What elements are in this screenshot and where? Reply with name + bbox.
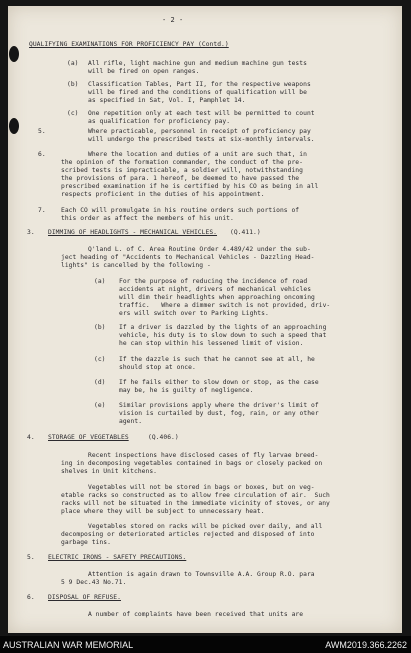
para-line: lights" is cancelled by the following -: [61, 262, 211, 269]
document-page: [8, 6, 402, 633]
para-line: this order as affect the members of his unit.: [61, 215, 234, 222]
section-heading: ELECTRIC IRONS - SAFETY PRECAUTIONS.: [48, 554, 187, 561]
punch-hole: [9, 46, 19, 62]
item-line: vision is curtailed by dust, fog, rain, or any other: [119, 410, 319, 417]
item-line: accidents at night, drivers of mechanical vehicles: [119, 286, 312, 293]
item-line: If he fails either to slow down or stop, as the case: [119, 379, 319, 386]
footer-reference-id: AWM2019.366.2262: [325, 640, 407, 650]
para-line: Q'land L. of C. Area Routine Order 4.489/42 under the sub-: [88, 246, 311, 253]
para-line: Where the location and duties of a unit are such that, in: [88, 151, 307, 158]
item-line: For the purpose of reducing the incidence of road: [119, 278, 308, 285]
item-mark: (a): [94, 278, 106, 285]
section-heading: QUALIFYING EXAMINATIONS FOR PROFICIENCY PAY (Contd.): [29, 41, 229, 48]
para-number: 6.: [38, 151, 46, 158]
item-line: may be, he is guilty of negligence.: [119, 387, 254, 394]
item-mark: (a): [67, 60, 79, 67]
para-number: 5.: [38, 128, 46, 135]
section-number: 4.: [27, 434, 35, 441]
footer-archive-name: AUSTRALIAN WAR MEMORIAL: [3, 640, 134, 650]
para-line: 5 9 Dec.43 No.71.: [61, 579, 127, 586]
item-line: as qualification for proficiency pay.: [88, 118, 231, 125]
section-number: 3.: [27, 229, 35, 236]
para-line: prescribed examination if he is certified by his CO as being in all: [61, 183, 319, 190]
para-line: Vegetables stored on racks will be picked over daily, and all: [88, 523, 323, 530]
item-line: One repetition only at each test will be permitted to count: [88, 110, 315, 117]
item-line: If a driver is dazzled by the lights of an approaching: [119, 324, 327, 331]
item-line: Similar provisions apply where the driver's limit of: [119, 402, 319, 409]
item-line: he can stop within his lessened limit of vision.: [119, 340, 304, 347]
para-line: Attention is again drawn to Townsville A.A. Group R.O. para: [88, 571, 315, 578]
archive-footer: [0, 636, 411, 653]
item-mark: (c): [94, 356, 106, 363]
para-line: ject heading of "Accidents to Mechanical Vehicles - Dazzling Head-: [61, 254, 315, 261]
item-mark: (b): [67, 81, 79, 88]
section-number: 6.: [27, 594, 35, 601]
para-line: Where practicable, personnel in receipt of proficiency pay: [88, 128, 311, 135]
item-line: ers will switch over to Parking Lights.: [119, 310, 269, 317]
section-heading: DISPOSAL OF REFUSE.: [48, 594, 121, 601]
section-ref: (Q.411.): [230, 229, 261, 236]
punch-hole: [9, 118, 19, 134]
item-mark: (d): [94, 379, 106, 386]
section-ref: (Q.406.): [148, 434, 179, 441]
para-line: the provisions of para. 1 hereof, be deemed to have passed the: [61, 175, 300, 182]
para-line: Each CO will promulgate in his routine orders such portions of: [61, 207, 300, 214]
section-heading: STORAGE OF VEGETABLES: [48, 434, 129, 441]
item-line: vehicle, his duty is to slow down to such a speed that: [119, 332, 327, 339]
item-line: will dim their headlights when approaching oncoming: [119, 294, 315, 301]
para-line: garbage tins.: [61, 539, 111, 546]
item-line: should stop at once.: [119, 364, 196, 371]
item-mark: (b): [94, 324, 106, 331]
item-line: All rifle, light machine gun and medium machine gun tests: [88, 60, 307, 67]
item-line: will be fired on open ranges.: [88, 68, 200, 75]
item-line: If the dazzle is such that he cannot see at all, he: [119, 356, 315, 363]
item-line: traffic. Where a dimmer switch is not provided, driv-: [119, 302, 331, 309]
para-number: 7.: [38, 207, 46, 214]
para-line: scribed tests is impracticable, a soldier will, notwithstanding: [61, 167, 303, 174]
item-line: as specified in Sat, Vol. I, Pamphlet 14.: [88, 97, 246, 104]
para-line: Recent inspections have disclosed cases of fly larvae breed-: [88, 452, 319, 459]
para-line: Vegetables will not be stored in bags or boxes, but on veg-: [88, 484, 315, 491]
para-line: etable racks so constructed as to allow free circulation of air. Such: [61, 492, 330, 499]
item-mark: (c): [67, 110, 79, 117]
para-line: decomposing or deteriorated articles rejected and disposed of into: [61, 531, 315, 538]
section-number: 5.: [27, 554, 35, 561]
para-line: racks will not be situated in the immediate vicinity of stoves, or any: [61, 500, 330, 507]
page-number: - 2 -: [162, 16, 184, 24]
para-line: A number of complaints have been received that units are: [88, 611, 304, 618]
item-line: agent.: [119, 418, 143, 425]
item-mark: (e): [94, 402, 106, 409]
para-line: place where they will be subject to unnecessary heat.: [61, 508, 265, 515]
para-line: will undergo the prescribed tests at six-monthly intervals.: [88, 136, 315, 143]
section-heading: DIMMING OF HEADLIGHTS - MECHANICAL VEHICLES.: [48, 229, 218, 236]
item-line: will be fired and the conditions of qualification will be: [88, 89, 307, 96]
para-line: respects proficient in the duties of his appointment.: [61, 191, 265, 198]
para-line: the opinion of the formation commander, the conduct of the pre-: [61, 159, 303, 166]
para-line: shelves in Unit kitchens.: [61, 468, 158, 475]
item-line: Classification Tables, Part II, for the respective weapons: [88, 81, 311, 88]
para-line: ing in decomposing vegetables contained in bags or closely packed on: [61, 460, 323, 467]
